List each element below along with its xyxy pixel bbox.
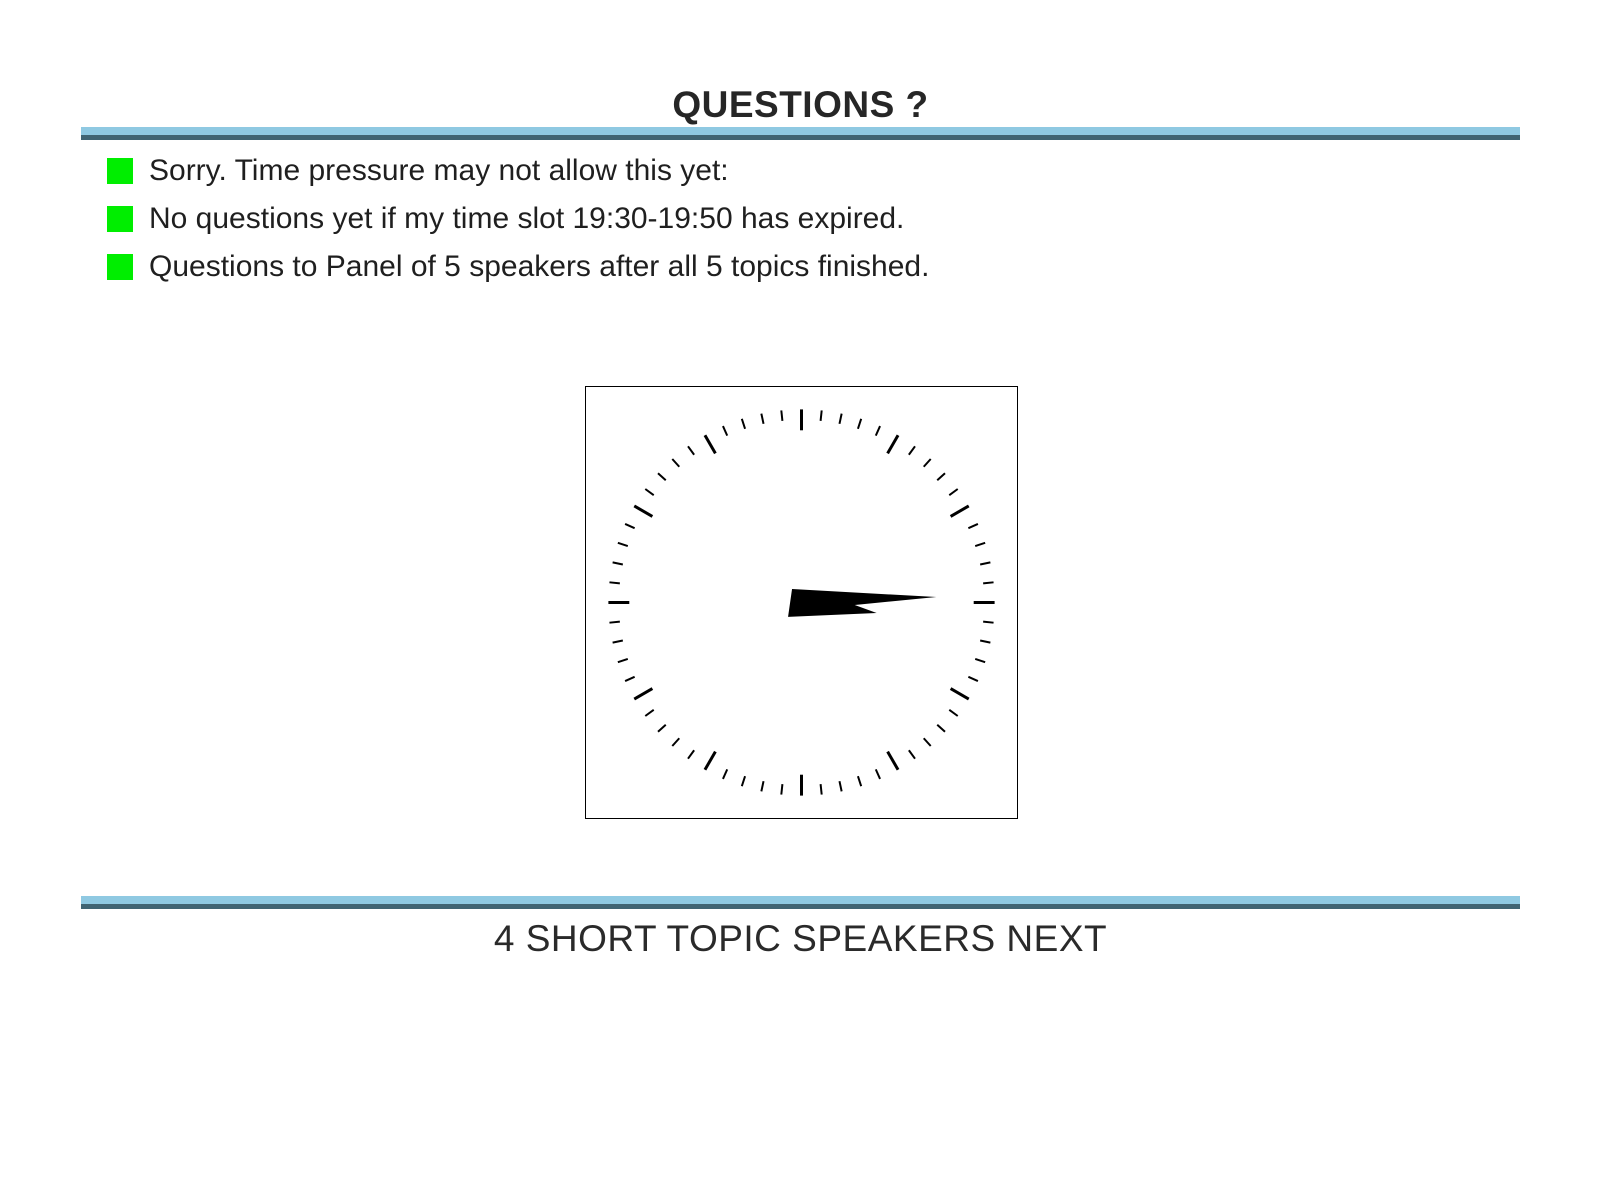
list-item xyxy=(107,201,1407,235)
list-item xyxy=(107,249,1407,283)
clock-minor-tick xyxy=(980,562,990,564)
clock-minor-tick xyxy=(613,562,623,564)
clock-minor-tick xyxy=(924,738,931,746)
clock-minor-tick xyxy=(858,419,861,429)
clock-minor-tick xyxy=(723,426,727,436)
clock-dial-drawing xyxy=(586,387,1017,818)
clock-minor-tick xyxy=(625,524,635,528)
clock-minor-tick xyxy=(858,776,861,786)
clock-minor-tick xyxy=(924,459,931,467)
clock-minor-tick xyxy=(742,776,745,786)
clock-minor-tick xyxy=(609,622,619,623)
clock-minor-tick xyxy=(937,473,945,480)
clock-minor-tick xyxy=(645,710,653,716)
clock-minor-tick xyxy=(839,414,841,424)
top-divider-dark-stripe xyxy=(81,135,1520,140)
top-divider-rule xyxy=(81,127,1520,140)
clock-minor-tick xyxy=(613,640,623,642)
clock-minor-tick xyxy=(983,622,993,623)
bullet-text: Questions to Panel of 5 speakers after all 5 topics finished. xyxy=(149,249,930,283)
clock-major-tick xyxy=(634,506,652,516)
clock-minor-tick xyxy=(761,781,763,791)
clock-major-tick xyxy=(634,689,652,699)
clock-minor-tick xyxy=(781,784,782,794)
clock-minor-tick xyxy=(781,410,782,420)
clock-minor-tick xyxy=(761,414,763,424)
clock-minor-tick xyxy=(983,582,993,583)
clock-minor-tick xyxy=(625,677,635,681)
clock-minor-tick xyxy=(949,489,957,495)
green-square-bullet-icon xyxy=(107,206,133,232)
clock-hands xyxy=(788,589,936,617)
analog-clock-face xyxy=(585,386,1018,819)
clock-major-tick xyxy=(951,689,969,699)
clock-minor-tick xyxy=(975,659,985,662)
clock-minor-tick xyxy=(839,781,841,791)
clock-minor-tick xyxy=(821,784,822,794)
clock-minor-tick xyxy=(821,410,822,420)
clock-minor-tick xyxy=(688,446,694,454)
clock-minor-tick xyxy=(618,659,628,662)
bottom-divider-dark-stripe xyxy=(81,904,1520,909)
clock-minor-tick xyxy=(742,419,745,429)
clock-major-tick xyxy=(705,435,715,453)
green-square-bullet-icon xyxy=(107,158,133,184)
clock-minor-tick xyxy=(618,543,628,546)
clock-minor-tick xyxy=(968,524,978,528)
clock-major-tick xyxy=(888,752,898,770)
clock-minor-tick xyxy=(658,725,666,732)
clock-minor-tick xyxy=(672,459,679,467)
bullet-list xyxy=(107,153,1407,300)
bullet-text: No questions yet if my time slot 19:30-19:50 has expired. xyxy=(149,201,905,235)
clock-minor-tick xyxy=(949,710,957,716)
footer-text: 4 SHORT TOPIC SPEAKERS NEXT xyxy=(493,918,1108,959)
clock-minor-tick xyxy=(876,426,880,436)
clock-major-tick xyxy=(951,506,969,516)
clock-minor-tick xyxy=(609,582,619,583)
clock-minor-tick xyxy=(723,769,727,779)
clock-minor-tick xyxy=(909,750,915,758)
bottom-divider-rule xyxy=(81,896,1520,909)
clock-minor-tick xyxy=(980,640,990,642)
clock-minor-tick xyxy=(672,738,679,746)
clock-minor-tick xyxy=(975,543,985,546)
clock-minor-tick xyxy=(937,725,945,732)
clock-major-tick xyxy=(888,435,898,453)
top-divider-light-stripe xyxy=(81,127,1520,135)
clock-minor-tick xyxy=(645,489,653,495)
clock-minor-tick xyxy=(968,677,978,681)
list-item xyxy=(107,153,1407,187)
green-square-bullet-icon xyxy=(107,254,133,280)
clock-minor-tick xyxy=(658,473,666,480)
bullet-text: Sorry. Time pressure may not allow this yet: xyxy=(149,153,729,187)
clock-minor-tick xyxy=(909,446,915,454)
page-title: QUESTIONS ? xyxy=(672,84,929,125)
clock-major-tick xyxy=(705,752,715,770)
clock-minor-tick xyxy=(688,750,694,758)
bottom-divider-light-stripe xyxy=(81,896,1520,904)
clock-minor-tick xyxy=(876,769,880,779)
